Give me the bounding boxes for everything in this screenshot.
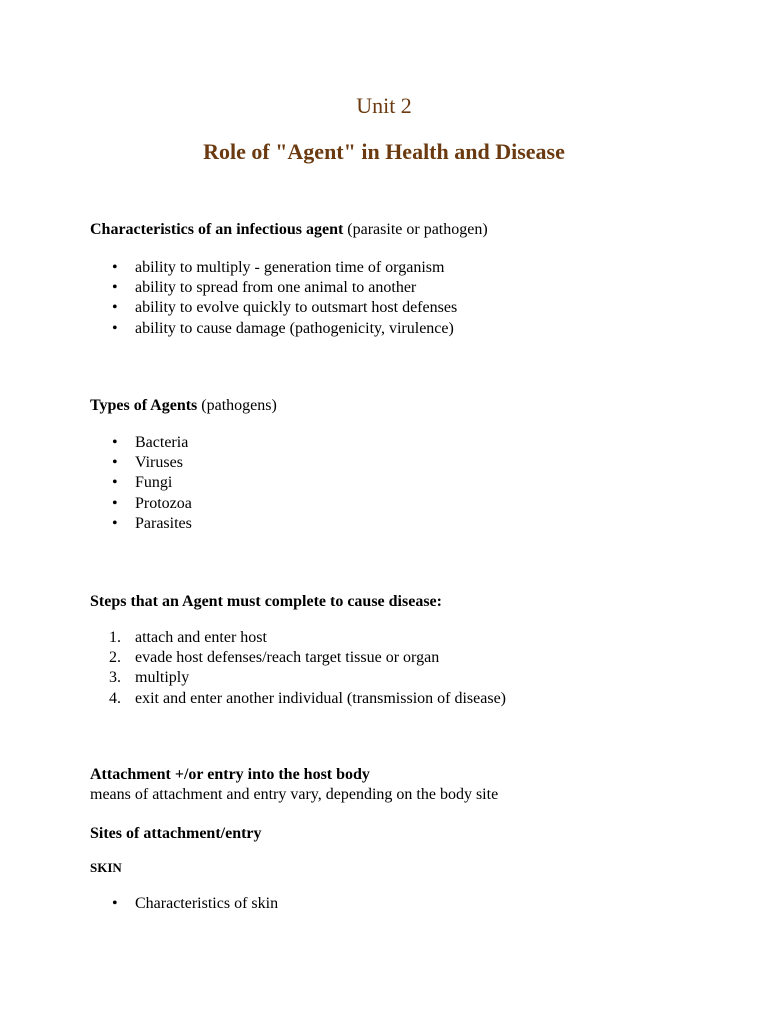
- list-item: 4. exit and enter another individual (transmission of disease): [90, 689, 506, 709]
- steps-list: [90, 628, 506, 709]
- sites-list: [90, 894, 278, 914]
- characteristics-heading: [90, 220, 488, 240]
- list-item: • Bacteria: [90, 433, 192, 453]
- bullet-icon: •: [112, 319, 118, 337]
- bullet-icon: •: [112, 434, 118, 451]
- bullet-icon: •: [112, 299, 118, 317]
- attachment-heading-bold: Attachment +/or entry into the host body: [90, 766, 370, 783]
- types-list: [90, 433, 192, 534]
- list-item: • Protozoa: [90, 494, 192, 514]
- list-item: • Fungi: [90, 473, 192, 493]
- list-item: • ability to cause damage (pathogenicity, virulence): [90, 319, 457, 339]
- types-heading: [90, 396, 277, 416]
- bullet-icon: •: [112, 474, 118, 492]
- page-title: Role of "Agent" in Health and Disease: [203, 139, 565, 164]
- list-item: • Viruses: [90, 453, 192, 473]
- list-item: 3. multiply: [90, 668, 506, 688]
- step-number: 4.: [109, 689, 121, 707]
- bullet-icon: •: [112, 279, 118, 297]
- characteristics-list: [90, 258, 457, 339]
- sites-heading-bold: Sites of attachment/entry: [90, 825, 262, 842]
- step-number: 3.: [109, 669, 121, 687]
- bullet-icon: •: [112, 454, 118, 472]
- unit-label: Unit 2: [356, 93, 412, 118]
- types-heading-bold: Types of Agents: [90, 397, 198, 414]
- step-number: 1.: [109, 629, 121, 646]
- characteristics-heading-rest: (parasite or pathogen): [343, 221, 488, 238]
- list-item: • ability to evolve quickly to outsmart host defenses: [90, 298, 457, 318]
- steps-heading: [90, 592, 442, 612]
- list-item: • Parasites: [90, 514, 192, 534]
- step-number: 2.: [109, 649, 121, 667]
- steps-heading-bold: Steps that an Agent must complete to cause disease:: [90, 593, 442, 610]
- types-heading-rest: (pathogens): [197, 397, 277, 414]
- list-item: • Characteristics of skin: [90, 894, 278, 914]
- attachment-heading: [90, 765, 370, 785]
- attachment-text: means of attachment and entry vary, depending on the body site: [90, 786, 499, 803]
- characteristics-heading-bold: Characteristics of an infectious agent: [90, 221, 344, 238]
- skin-label: SKIN: [90, 860, 122, 875]
- bullet-icon: •: [112, 895, 118, 912]
- list-item: • ability to multiply - generation time of organism: [90, 258, 457, 278]
- list-item: 1. attach and enter host: [90, 628, 506, 648]
- bullet-icon: •: [112, 259, 118, 276]
- bullet-icon: •: [112, 514, 118, 532]
- list-item: 2. evade host defenses/reach target tissue or organ: [90, 648, 506, 668]
- sites-heading: [90, 824, 262, 844]
- bullet-icon: •: [112, 494, 118, 512]
- list-item: • ability to spread from one animal to another: [90, 278, 457, 298]
